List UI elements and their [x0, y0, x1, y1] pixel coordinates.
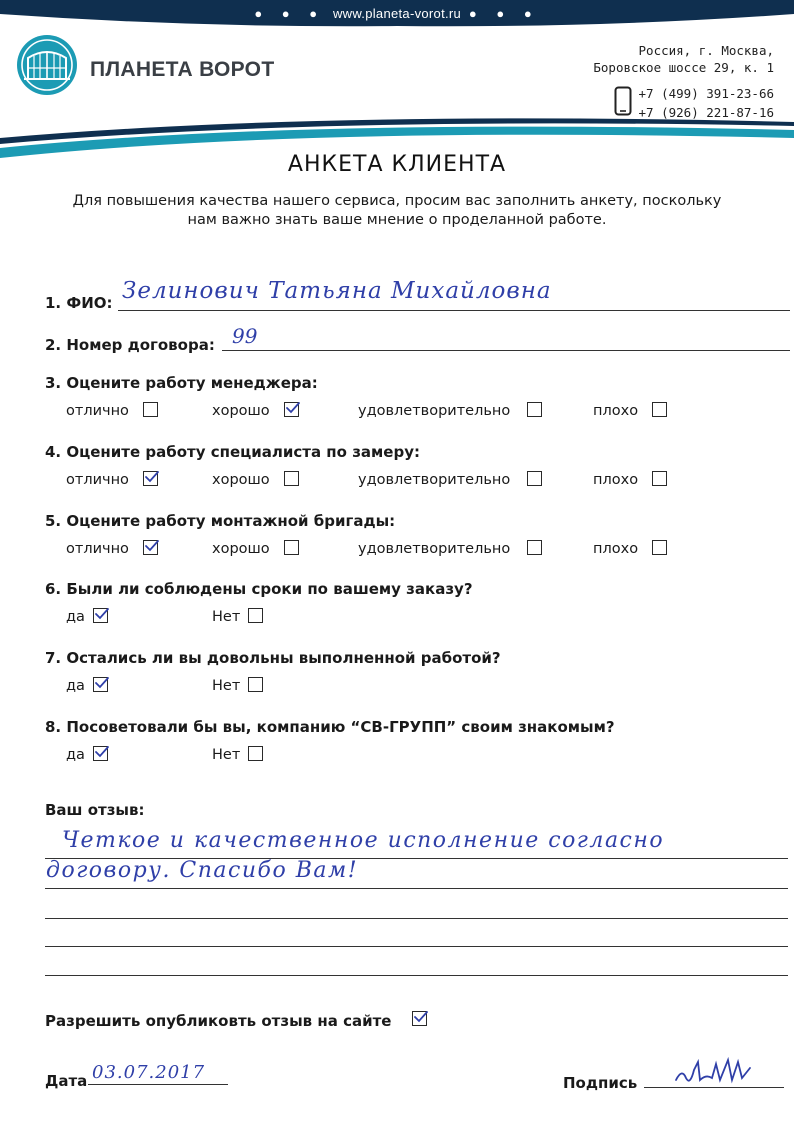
q7-checkbox-no[interactable] — [248, 677, 263, 692]
fio-line — [118, 310, 790, 311]
date-label: Дата — [45, 1072, 88, 1090]
review-text-line-1[interactable]: Четкое и качественное исполнение согласно — [62, 828, 665, 853]
q4-checkbox-satisfactory[interactable] — [527, 471, 542, 486]
question-3-label: 3. Оцените работу менеджера: — [45, 374, 318, 392]
q6-checkbox-no[interactable] — [248, 608, 263, 623]
q4-option-satisfactory: удовлетворительно — [358, 472, 511, 488]
q5-checkbox-excellent[interactable] — [143, 540, 158, 555]
checkmark-icon — [94, 744, 110, 760]
q3-checkbox-excellent[interactable] — [143, 402, 158, 417]
q5-checkbox-good[interactable] — [284, 540, 299, 555]
q5-checkbox-poor[interactable] — [652, 540, 667, 555]
question-8-label: 8. Посоветовали бы вы, компанию “СВ-ГРУПП” своим знакомым? — [45, 718, 615, 736]
signature-label: Подпись — [563, 1074, 638, 1092]
form-title: АНКЕТА КЛИЕНТА — [287, 152, 507, 177]
phone-1[interactable]: +7 (499) 391-23-66 — [638, 86, 774, 101]
q6-checkbox-yes[interactable] — [93, 608, 108, 623]
date-line — [88, 1084, 228, 1085]
question-7-label: 7. Остались ли вы довольны выполненной работой? — [45, 649, 501, 667]
review-line-5 — [45, 975, 788, 976]
checkmark-icon — [144, 538, 160, 554]
phone-2[interactable]: +7 (926) 221-87-16 — [638, 105, 774, 120]
q8-option-yes: да — [66, 747, 85, 763]
q4-option-poor: плохо — [593, 472, 639, 488]
q3-option-good: хорошо — [212, 403, 270, 419]
review-label: Ваш отзыв: — [45, 801, 145, 819]
intro-line-2: нам важно знать ваше мнение о проделанной работе. — [187, 212, 607, 228]
site-url-bar: ● ● ● www.planeta-vorot.ru ● ● ● — [254, 6, 540, 21]
company-name: ПЛАНЕТА ВОРОТ — [90, 58, 275, 81]
form-intro — [0, 192, 794, 230]
publish-label: Разрешить опубликовть отзыв на сайте — [45, 1012, 392, 1030]
review-line-4 — [45, 946, 788, 947]
q3-option-poor: плохо — [593, 403, 639, 419]
q6-option-no: Нет — [212, 609, 241, 625]
contract-number-input[interactable]: 99 — [232, 324, 258, 348]
q5-option-good: хорошо — [212, 541, 270, 557]
checkmark-icon — [285, 400, 301, 416]
fio-input[interactable]: Зелинович Татьяна Михайловна — [122, 278, 552, 304]
q4-option-good: хорошо — [212, 472, 270, 488]
question-6-label: 6. Были ли соблюдены сроки по вашему заказу? — [45, 580, 473, 598]
q8-checkbox-yes[interactable] — [93, 746, 108, 761]
review-line-2 — [45, 888, 788, 889]
checkmark-icon — [144, 469, 160, 485]
q8-option-no: Нет — [212, 747, 241, 763]
address-line-2: Боровское шоссе 29, к. 1 — [593, 60, 774, 75]
q5-option-excellent: отлично — [66, 541, 129, 557]
checkmark-icon — [94, 675, 110, 691]
question-4-label: 4. Оцените работу специалиста по замеру: — [45, 443, 420, 461]
checkmark-icon — [94, 606, 110, 622]
question-1-label: 1. ФИО: — [45, 294, 113, 312]
review-line-3 — [45, 918, 788, 919]
signature-mark — [672, 1050, 772, 1090]
address-line-1: Россия, г. Москва, — [638, 43, 774, 58]
q5-checkbox-satisfactory[interactable] — [527, 540, 542, 555]
q3-checkbox-poor[interactable] — [652, 402, 667, 417]
contract-line — [222, 350, 790, 351]
q7-checkbox-yes[interactable] — [93, 677, 108, 692]
checkmark-icon — [413, 1009, 429, 1025]
q7-option-yes: да — [66, 678, 85, 694]
q3-option-satisfactory: удовлетворительно — [358, 403, 511, 419]
question-2-label: 2. Номер договора: — [45, 336, 215, 354]
q6-option-yes: да — [66, 609, 85, 625]
intro-line-1: Для повышения качества нашего сервиса, просим вас заполнить анкету, поскольку — [72, 193, 722, 209]
q4-checkbox-poor[interactable] — [652, 471, 667, 486]
review-text-line-2[interactable]: договору. Спасибо Вам! — [46, 858, 359, 883]
publish-checkbox[interactable] — [412, 1011, 427, 1026]
q4-checkbox-good[interactable] — [284, 471, 299, 486]
q4-checkbox-excellent[interactable] — [143, 471, 158, 486]
company-address — [593, 42, 774, 76]
gate-logo-icon — [16, 34, 78, 96]
q5-option-poor: плохо — [593, 541, 639, 557]
site-url[interactable]: www.planeta-vorot.ru — [332, 6, 462, 21]
q3-option-excellent: отлично — [66, 403, 129, 419]
q7-option-no: Нет — [212, 678, 241, 694]
q5-option-satisfactory: удовлетворительно — [358, 541, 511, 557]
q8-checkbox-no[interactable] — [248, 746, 263, 761]
q3-checkbox-good[interactable] — [284, 402, 299, 417]
question-5-label: 5. Оцените работу монтажной бригады: — [45, 512, 396, 530]
q3-checkbox-satisfactory[interactable] — [527, 402, 542, 417]
date-input[interactable]: 03.07.2017 — [92, 1062, 206, 1083]
q4-option-excellent: отлично — [66, 472, 129, 488]
